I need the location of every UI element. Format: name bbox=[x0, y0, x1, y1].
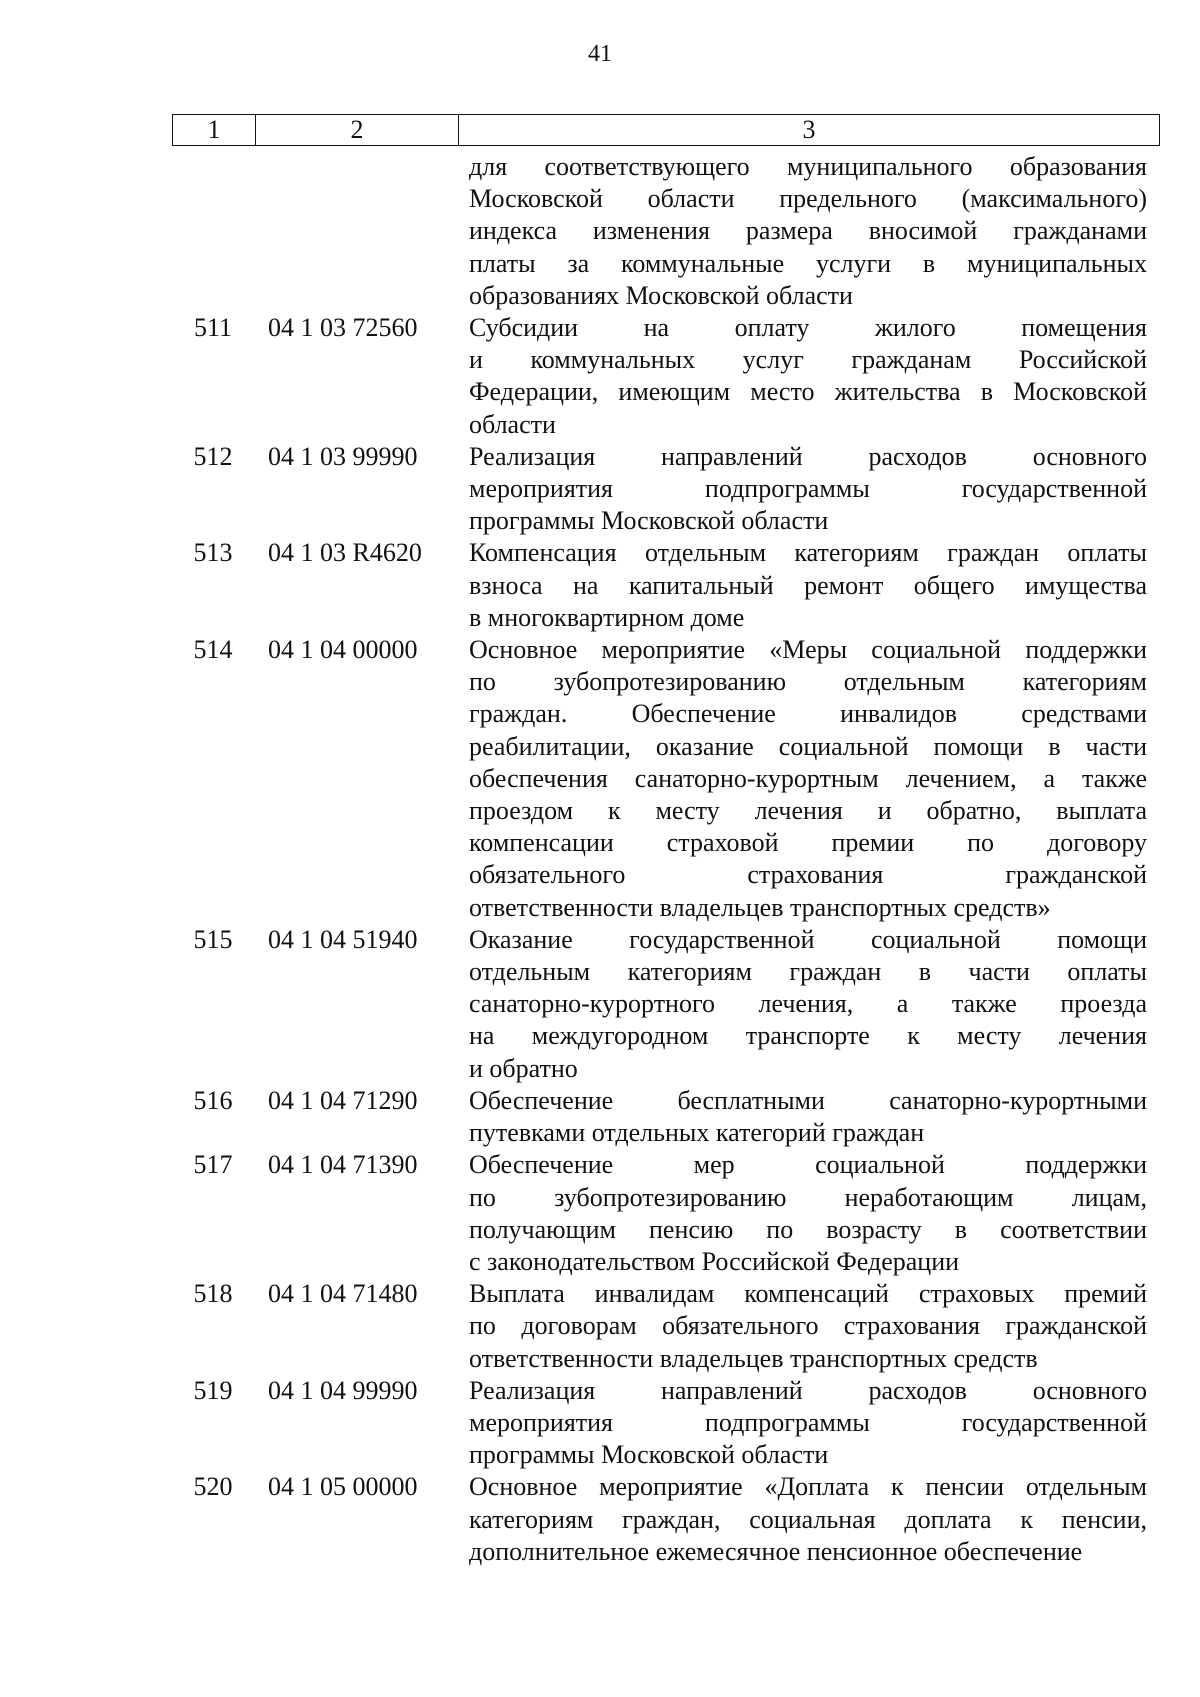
description-line: ответственности владельцев транспортных средств» bbox=[469, 892, 1051, 922]
description-line: проездом к месту лечения и обратно, выплата bbox=[469, 796, 1147, 826]
column-header-2: 2 bbox=[256, 115, 459, 146]
row-code: 04 1 04 99990 bbox=[268, 1375, 418, 1405]
table-row bbox=[0, 1085, 1200, 1149]
table-row bbox=[0, 312, 1200, 441]
row-code: 04 1 05 00000 bbox=[268, 1472, 418, 1502]
description-line: Реализация направлений расходов основного bbox=[469, 441, 1147, 471]
table-row bbox=[0, 924, 1200, 1085]
description-line: образованиях Московской области bbox=[469, 280, 853, 310]
row-description bbox=[469, 312, 1147, 441]
description-line: области bbox=[469, 409, 556, 439]
description-line: отдельным категориям граждан в части оплаты bbox=[469, 957, 1147, 987]
description-line: категориям граждан, социальная доплата к пенсии, bbox=[469, 1504, 1147, 1534]
row-description bbox=[469, 1375, 1147, 1472]
row-description bbox=[469, 1085, 1147, 1149]
description-line: мероприятия подпрограммы государственной bbox=[469, 474, 1147, 504]
description-line: дополнительное ежемесячное пенсионное обеспечение bbox=[469, 1536, 1083, 1566]
description-line: обязательного страхования гражданской bbox=[469, 860, 1147, 890]
continuation-description bbox=[469, 151, 1147, 312]
description-line: в многоквартирном доме bbox=[469, 602, 745, 632]
continuation-row bbox=[0, 151, 1200, 312]
description-line: и коммунальных услуг гражданам Российской bbox=[469, 345, 1147, 375]
row-description bbox=[469, 441, 1147, 538]
row-code: 04 1 04 51940 bbox=[268, 924, 418, 954]
description-line: Оказание государственной социальной помощи bbox=[469, 924, 1147, 954]
row-code: 04 1 04 71390 bbox=[268, 1150, 418, 1180]
description-line: программы Московской области bbox=[469, 1440, 829, 1470]
row-code: 04 1 03 99990 bbox=[268, 441, 418, 471]
table-row bbox=[0, 1278, 1200, 1375]
row-number: 511 bbox=[193, 313, 233, 343]
row-description bbox=[469, 1278, 1147, 1375]
row-description bbox=[469, 537, 1147, 634]
description-line: Московской области предельного (максимального) bbox=[469, 184, 1147, 214]
row-number: 513 bbox=[193, 538, 233, 568]
description-line: путевками отдельных категорий граждан bbox=[469, 1118, 925, 1148]
description-line: программы Московской области bbox=[469, 506, 829, 536]
description-line: взноса на капитальный ремонт общего имущества bbox=[469, 570, 1147, 600]
table-row bbox=[0, 1471, 1200, 1568]
row-number: 519 bbox=[193, 1375, 233, 1405]
description-line: обеспечения санаторно-курортным лечением, а также bbox=[469, 763, 1147, 793]
description-line: граждан. Обеспечение инвалидов средствами bbox=[469, 699, 1147, 729]
document-body bbox=[0, 151, 1200, 1568]
row-code: 04 1 04 00000 bbox=[268, 635, 418, 665]
row-code: 04 1 03 72560 bbox=[268, 313, 418, 343]
description-line: по договорам обязательного страхования гражданской bbox=[469, 1311, 1147, 1341]
page-number: 41 bbox=[588, 41, 612, 67]
description-line: платы за коммунальные услуги в муниципальных bbox=[469, 248, 1147, 278]
column-header-table bbox=[172, 114, 1160, 146]
table-row bbox=[0, 441, 1200, 538]
row-code: 04 1 04 71480 bbox=[268, 1279, 418, 1309]
row-number: 518 bbox=[193, 1279, 233, 1309]
row-number: 514 bbox=[193, 635, 233, 665]
description-line: Реализация направлений расходов основного bbox=[469, 1375, 1147, 1405]
column-header-1: 1 bbox=[173, 115, 256, 146]
description-line: по зубопротезированию отдельным категориям bbox=[469, 667, 1147, 697]
row-code: 04 1 03 R4620 bbox=[268, 538, 422, 568]
description-line: Обеспечение бесплатными санаторно-курортными bbox=[469, 1085, 1147, 1115]
row-number: 520 bbox=[193, 1472, 233, 1502]
description-line: Обеспечение мер социальной поддержки bbox=[469, 1150, 1147, 1180]
table-row bbox=[0, 537, 1200, 634]
table-row bbox=[0, 634, 1200, 924]
description-line: ответственности владельцев транспортных средств bbox=[469, 1343, 1038, 1373]
description-line: Выплата инвалидам компенсаций страховых премий bbox=[469, 1279, 1147, 1309]
column-header-row bbox=[173, 115, 1160, 146]
description-line: реабилитации, оказание социальной помощи в части bbox=[469, 731, 1147, 761]
description-line: с законодательством Российской Федерации bbox=[469, 1246, 960, 1276]
description-line: на междугородном транспорте к месту лечения bbox=[469, 1021, 1147, 1051]
description-line: санаторно-курортного лечения, а также проезда bbox=[469, 989, 1147, 1019]
description-line: по зубопротезированию неработающим лицам, bbox=[469, 1182, 1147, 1212]
row-number: 512 bbox=[193, 441, 233, 471]
description-line: получающим пенсию по возрасту в соответствии bbox=[469, 1214, 1147, 1244]
description-line: для соответствующего муниципального образования bbox=[469, 152, 1147, 181]
description-line: индекса изменения размера вносимой гражданами bbox=[469, 216, 1147, 246]
row-code: 04 1 04 71290 bbox=[268, 1085, 418, 1115]
description-line: Компенсация отдельным категориям граждан оплаты bbox=[469, 538, 1147, 568]
description-line: Субсидии на оплату жилого помещения bbox=[469, 313, 1147, 343]
row-description bbox=[469, 1149, 1147, 1278]
table-row bbox=[0, 1375, 1200, 1472]
description-line: Федерации, имеющим место жительства в Московской bbox=[469, 377, 1147, 407]
description-line: компенсации страховой премии по договору bbox=[469, 828, 1147, 858]
description-line: и обратно bbox=[469, 1053, 578, 1083]
row-description bbox=[469, 634, 1147, 924]
row-number: 515 bbox=[193, 924, 233, 954]
description-line: Основное мероприятие «Меры социальной поддержки bbox=[469, 635, 1147, 665]
table-row bbox=[0, 1149, 1200, 1278]
row-number: 517 bbox=[193, 1150, 233, 1180]
row-description bbox=[469, 924, 1147, 1085]
column-header-3: 3 bbox=[459, 115, 1160, 146]
row-number: 516 bbox=[193, 1085, 233, 1115]
row-description bbox=[469, 1471, 1147, 1568]
description-line: мероприятия подпрограммы государственной bbox=[469, 1407, 1147, 1437]
description-line: Основное мероприятие «Доплата к пенсии отдельным bbox=[469, 1472, 1147, 1502]
